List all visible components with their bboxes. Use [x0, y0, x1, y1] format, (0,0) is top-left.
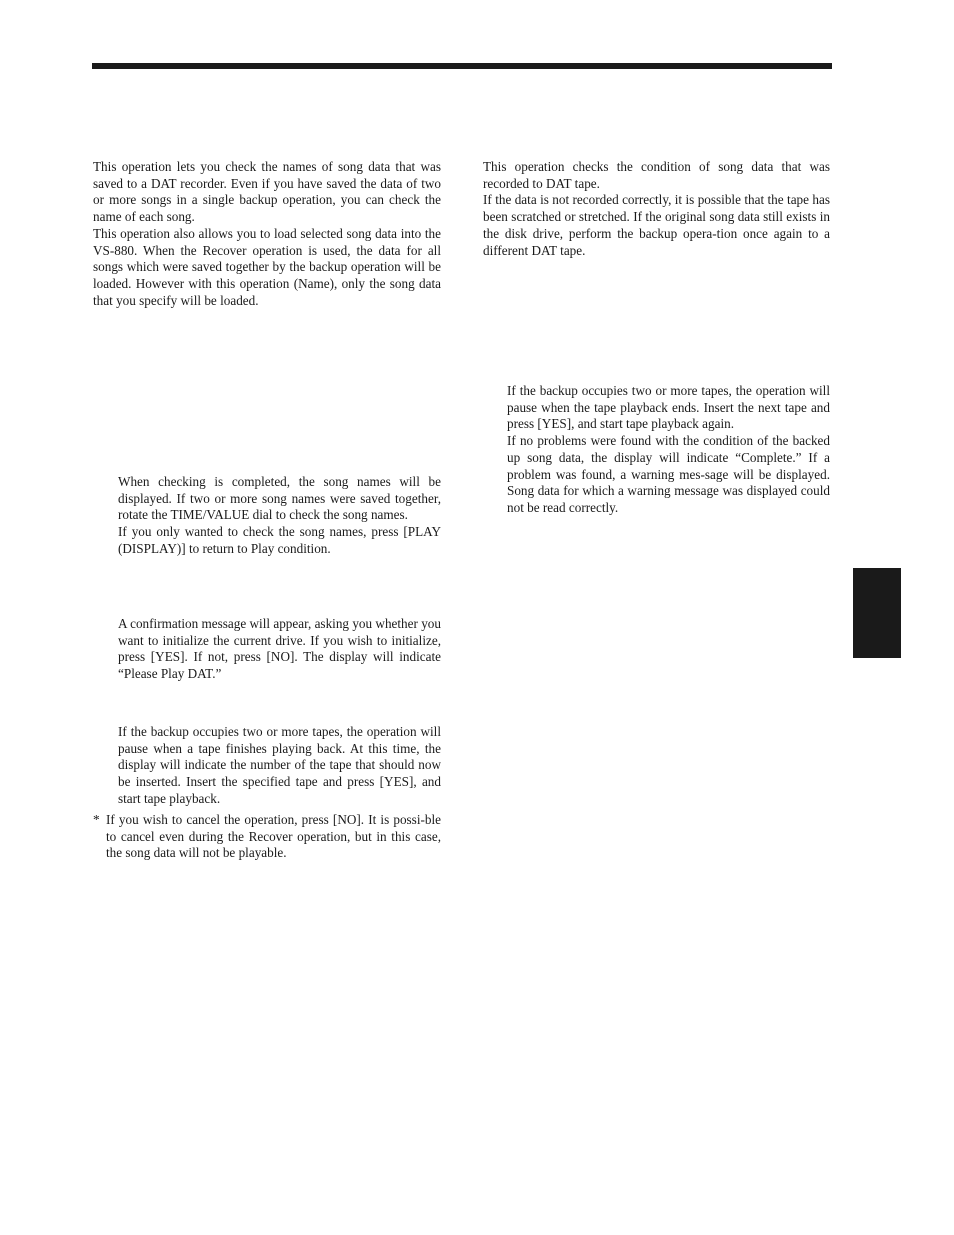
- cancel-note: [93, 812, 441, 862]
- right-intro-paragraph-1: This operation checks the condition of song data that was recorded to DAT tape.: [483, 159, 830, 191]
- left-intro: [93, 159, 441, 309]
- left-step-check-paragraph-2: If you only wanted to check the song names, press [PLAY (DISPLAY)] to return to Play condition.: [118, 524, 441, 556]
- left-step-tapes: [118, 724, 441, 808]
- right-step-tapes: [507, 383, 830, 517]
- right-intro: [483, 159, 830, 259]
- left-step-confirm: [118, 616, 441, 683]
- header-rule: [92, 63, 832, 69]
- left-step-check: [118, 474, 441, 558]
- left-intro-paragraph-1: This operation lets you check the names of song data that was saved to a DAT recorder. Even if you have saved the data of two or more songs in a single backup operation, you can check the name of each song.: [93, 159, 441, 225]
- right-step-tapes-paragraph-2: If no problems were found with the condition of the backed up song data, the display will indicate “Complete.” If a problem was found, a warning mes-sage will be displayed. Song data for which a warning message was displayed could not be read correctly.: [507, 433, 830, 515]
- chapter-tab: [853, 568, 901, 658]
- left-intro-paragraph-2: This operation also allows you to load selected song data into the VS-880. When the Recover operation is used, the data for all songs which were saved together by the backup operation will be loaded. However with this operation (Name), only the song data that you specify will be loaded.: [93, 225, 441, 308]
- right-step-tapes-paragraph-1: If the backup occupies two or more tapes, the operation will pause when the tape playback ends. Insert the next tape and press [YES], and start tape playback again.: [507, 383, 830, 432]
- left-step-check-paragraph-1: When checking is completed, the song names will be displayed. If two or more song names were saved together, rotate the TIME/VALUE dial to check the song names.: [118, 474, 441, 523]
- cancel-note-text: If you wish to cancel the operation, press [NO]. It is possi-ble to cancel even during the Recover operation, but in this case, the song data will not be playable.: [106, 812, 441, 861]
- left-step-tapes-paragraph: If the backup occupies two or more tapes, the operation will pause when a tape finishes playing back. At this time, the display will indicate the number of the tape that should now be inserted. Insert the specified tape and press [YES], and start tape playback.: [118, 724, 441, 806]
- right-intro-paragraph-2: If the data is not recorded correctly, it is possible that the tape has been scratched or stretched. If the original song data still exists in the disk drive, perform the backup opera-tion once again to a different DAT tape.: [483, 192, 830, 258]
- left-step-confirm-paragraph: A confirmation message will appear, asking you whether you want to initialize the current drive. If you wish to initialize, press [YES]. If not, press [NO]. The display will indicate “Please Play DAT.”: [118, 616, 441, 682]
- note-asterisk: *: [93, 812, 100, 827]
